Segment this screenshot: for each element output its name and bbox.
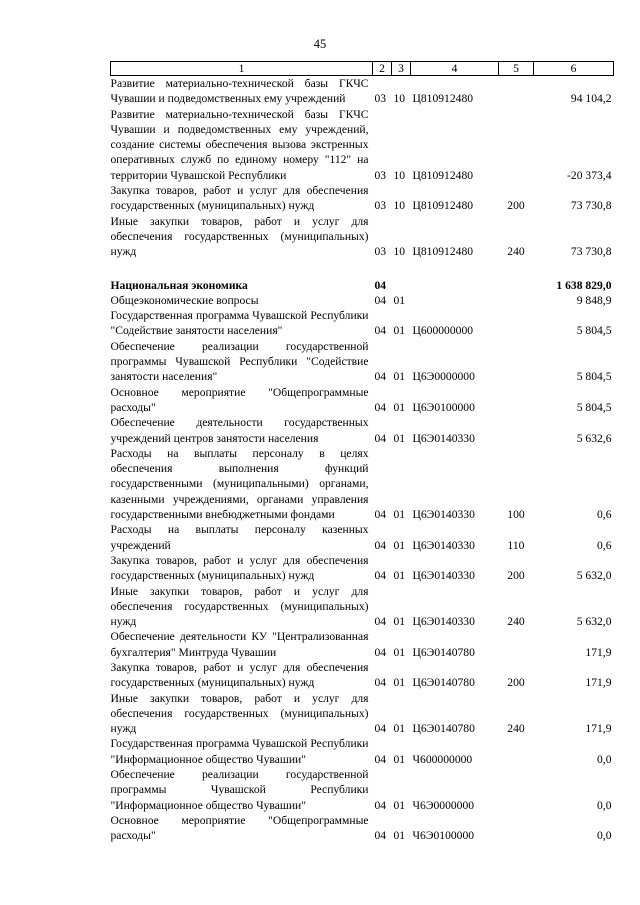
row-target: Ч600000000 (412, 752, 473, 766)
row-section: 03 (374, 168, 387, 182)
row-target: Ц6Э0140780 (412, 645, 475, 659)
table-row (111, 553, 614, 584)
row-amount: 5 804,5 (576, 324, 612, 338)
row-amount: -20 373,4 (567, 168, 612, 182)
row-name: Иные закупки товаров, работ и услуг для обеспечения государственных (муниципальных) нужд (110, 691, 369, 736)
row-section: 04 (374, 278, 387, 292)
row-section: 03 (374, 92, 387, 106)
row-section: 04 (374, 569, 387, 583)
row-name: Обеспечение деятельности КУ "Централизованная бухгалтерия" Минтруда Чувашии (110, 630, 369, 659)
row-name: Развитие материально-технической базы ГКЧС Чувашии и подведомственных ему учреждений, создание системы обеспечения вызова экстренных оперативных служб по единому номеру "112" на территории Чувашской Республики (110, 107, 369, 182)
row-amount: 171,9 (585, 722, 612, 736)
table-row (111, 584, 614, 630)
row-target: Ч6Э0100000 (412, 829, 475, 843)
row-subsection: 01 (393, 645, 406, 659)
row-amount: 0,0 (597, 829, 612, 843)
table-row (111, 415, 614, 446)
row-subsection: 01 (393, 508, 406, 522)
row-amount: 73 730,8 (570, 199, 612, 213)
row-section: 04 (374, 431, 387, 445)
row-section: 04 (374, 538, 387, 552)
row-name: Государственная программа Чувашской Республики "Информационное общество Чувашии" (110, 737, 369, 766)
row-type: 200 (507, 676, 525, 690)
row-type: 240 (507, 245, 525, 259)
table-row (111, 691, 614, 737)
row-type (499, 278, 534, 293)
row-name: Обеспечение реализации государственной программы Чувашской Республики "Информационное общество Чувашии" (110, 768, 369, 812)
table-row (111, 339, 614, 385)
table-row (111, 76, 614, 107)
header-col-amount: 6 (534, 62, 614, 76)
row-subsection: 01 (393, 324, 406, 338)
row-section: 04 (374, 676, 387, 690)
spacer-row (111, 260, 614, 278)
header-col-section: 2 (373, 62, 392, 76)
row-name: Развитие материально-технической базы ГКЧС Чувашии и подведомственных ему учреждений (110, 77, 369, 106)
row-target (411, 293, 499, 308)
row-amount: 0,6 (597, 538, 612, 552)
table-row (111, 767, 614, 813)
row-amount: 94 104,2 (570, 92, 612, 106)
table-row (111, 660, 614, 691)
row-type (499, 736, 534, 767)
row-amount: 0,0 (597, 752, 612, 766)
row-name: Закупка товаров, работ и услуг для обеспечения государственных (муниципальных) нужд (110, 660, 369, 690)
row-type (499, 76, 534, 107)
header-col-target: 4 (411, 62, 499, 76)
row-target: Ц6Э0140780 (412, 676, 475, 690)
table-row (111, 736, 614, 767)
row-type: 240 (507, 615, 525, 629)
table-row (111, 293, 614, 308)
row-section: 04 (374, 324, 387, 338)
row-subsection: 01 (393, 798, 406, 812)
row-amount: 1 638 829,0 (556, 278, 612, 292)
row-name: Расходы на выплаты персоналу казенных учреждений (110, 523, 369, 552)
row-type (499, 813, 534, 844)
row-section: 04 (374, 400, 387, 414)
row-subsection: 01 (393, 370, 406, 384)
row-name: Обеспечение деятельности государственных учреждений центров занятости населения (110, 416, 369, 445)
row-name: Обеспечение реализации государственной программы Чувашской Республики "Содействие занятости населения" (110, 339, 369, 384)
row-section: 03 (374, 199, 387, 213)
row-section: 04 (374, 722, 387, 736)
row-section: 04 (374, 508, 387, 522)
row-type (499, 385, 534, 416)
row-target: Ц6Э0140330 (412, 615, 475, 629)
row-section: 04 (374, 829, 387, 843)
row-subsection: 01 (393, 400, 406, 414)
row-name: Иные закупки товаров, работ и услуг для обеспечения государственных (муниципальных) нужд (110, 584, 369, 629)
header-col-type: 5 (499, 62, 534, 76)
row-subsection: 10 (393, 168, 406, 182)
row-target: Ц6Э0140330 (412, 431, 475, 445)
table-row (111, 214, 614, 260)
row-section: 04 (374, 645, 387, 659)
row-amount: 5 632,0 (576, 569, 612, 583)
row-section: 04 (374, 615, 387, 629)
row-type: 110 (507, 538, 525, 552)
row-subsection: 01 (393, 829, 406, 843)
row-target: Ц6Э0140330 (412, 569, 475, 583)
row-type (499, 339, 534, 385)
row-name: Основное мероприятие "Общепрограммные расходы" (110, 813, 369, 843)
row-subsection (392, 278, 411, 293)
row-type (499, 415, 534, 446)
row-subsection: 01 (393, 676, 406, 690)
table-row (111, 522, 614, 553)
row-type (499, 293, 534, 308)
row-amount: 5 804,5 (576, 370, 612, 384)
row-target: Ц810912480 (412, 92, 474, 106)
row-name: Расходы на выплаты персоналу в целях обеспечения выполнения функций государственными (муниципальными) органами, казенными учреждениями, органами управления государственными внебюджетными фондами (110, 446, 369, 522)
row-amount: 5 804,5 (576, 400, 612, 414)
row-subsection: 01 (393, 722, 406, 736)
row-section: 04 (374, 798, 387, 812)
table-row (111, 107, 614, 183)
row-target: Ц810912480 (412, 245, 474, 259)
row-name: Закупка товаров, работ и услуг для обеспечения государственных (муниципальных) нужд (110, 553, 369, 583)
row-target: Ц810912480 (412, 199, 474, 213)
table-row (111, 446, 614, 522)
budget-table (110, 61, 614, 844)
row-subsection: 01 (393, 293, 406, 307)
table-row (111, 183, 614, 214)
row-target: Ц6Э0140330 (412, 538, 475, 552)
row-amount: 73 730,8 (570, 245, 612, 259)
row-type (499, 767, 534, 813)
row-name: Закупка товаров, работ и услуг для обеспечения государственных (муниципальных) нужд (110, 184, 369, 213)
row-type: 200 (507, 569, 525, 583)
row-name: Национальная экономика (110, 278, 248, 292)
row-subsection: 01 (393, 538, 406, 552)
row-section: 04 (374, 370, 387, 384)
row-type: 200 (507, 199, 525, 213)
row-name: Иные закупки товаров, работ и услуг для обеспечения государственных (муниципальных) нужд (110, 214, 369, 259)
row-type (499, 308, 534, 339)
table-row (111, 629, 614, 660)
header-row (111, 62, 614, 76)
row-type: 240 (507, 722, 525, 736)
row-subsection: 10 (393, 92, 406, 106)
row-subsection: 10 (393, 245, 406, 259)
row-target: Ц810912480 (412, 168, 474, 182)
row-target: Ц600000000 (412, 324, 474, 338)
row-target: Ц6Э0140330 (412, 508, 475, 522)
row-subsection: 01 (393, 431, 406, 445)
row-amount: 171,9 (585, 645, 612, 659)
table-row (111, 308, 614, 339)
row-name: Общеэкономические вопросы (110, 293, 259, 307)
row-name: Основное мероприятие "Общепрограммные расходы" (110, 385, 369, 414)
row-section: 04 (374, 293, 387, 307)
row-amount: 0,0 (597, 798, 612, 812)
row-target: Ц6Э0100000 (412, 400, 475, 414)
header-col-name: 1 (111, 62, 373, 76)
row-target: Ч6Э0000000 (412, 798, 475, 812)
header-col-subsection: 3 (392, 62, 411, 76)
row-amount: 5 632,6 (576, 431, 612, 445)
page-number: 45 (313, 37, 327, 51)
table-row (111, 385, 614, 416)
table-body (111, 76, 614, 844)
row-subsection: 01 (393, 752, 406, 766)
row-type: 100 (507, 508, 525, 522)
row-amount: 5 632,0 (576, 615, 612, 629)
row-name: Государственная программа Чувашской Республики "Содействие занятости населения" (110, 309, 369, 338)
row-amount: 9 848,9 (576, 293, 612, 307)
row-section: 04 (374, 752, 387, 766)
row-subsection: 01 (393, 615, 406, 629)
row-target: Ц6Э0000000 (412, 370, 475, 384)
row-subsection: 01 (393, 569, 406, 583)
row-subsection: 10 (393, 199, 406, 213)
row-section: 03 (374, 245, 387, 259)
row-target (411, 278, 499, 293)
table-row (111, 813, 614, 844)
row-target: Ц6Э0140780 (412, 722, 475, 736)
row-type (499, 629, 534, 660)
table-row (111, 278, 614, 293)
row-type (499, 107, 534, 183)
row-amount: 0,6 (597, 508, 612, 522)
row-amount: 171,9 (585, 676, 612, 690)
